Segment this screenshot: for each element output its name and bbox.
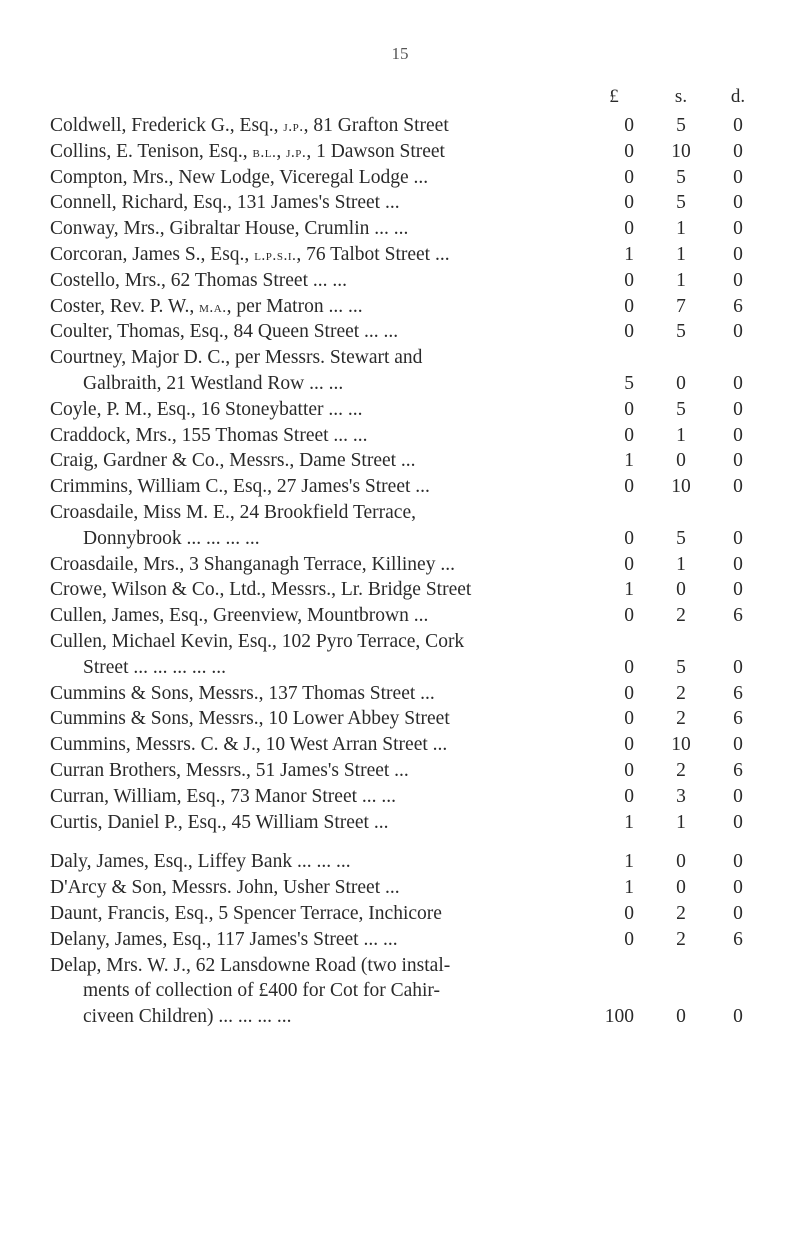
pence-amount: 0	[733, 218, 743, 240]
list-item	[0, 268, 800, 294]
shillings-amount: 5	[676, 656, 686, 678]
list-item	[0, 732, 800, 758]
pounds-amount: 1	[624, 877, 634, 899]
pounds-amount: 0	[624, 759, 634, 781]
pounds-amount: 0	[624, 398, 634, 420]
pence-amount: 0	[733, 579, 743, 601]
shillings-amount: 5	[676, 192, 686, 214]
pence-amount: 0	[733, 1006, 743, 1028]
shillings-amount: 3	[676, 785, 686, 807]
subscriber-text: Delap, Mrs. W. J., 62 Lansdowne Road (two instal-	[50, 954, 451, 976]
pounds-amount: 0	[624, 682, 634, 704]
subscriber-text: Cummins & Sons, Messrs., 10 Lower Abbey Street	[50, 708, 450, 730]
pounds-amount: 0	[624, 192, 634, 214]
entry-line	[0, 784, 800, 810]
pence-amount: 6	[733, 708, 743, 730]
subscriber-text: Coster, Rev. P. W., m.a., per Matron ... ...	[50, 295, 363, 317]
subscriber-text: Croasdaile, Miss M. E., 24 Brookfield Terrace,	[50, 501, 416, 523]
subscriber-text: Croasdaile, Mrs., 3 Shanganagh Terrace, Killiney ...	[50, 553, 455, 575]
list-item	[0, 139, 800, 165]
shillings-amount: 2	[676, 708, 686, 730]
shillings-amount: 0	[676, 851, 686, 873]
list-item	[0, 500, 800, 552]
pounds-amount: 1	[624, 579, 634, 601]
shillings-amount: 1	[676, 269, 686, 291]
pounds-amount: 0	[624, 553, 634, 575]
pounds-amount: 0	[624, 476, 634, 498]
entry-line	[0, 268, 800, 294]
subscriber-text: Conway, Mrs., Gibraltar House, Crumlin ... ...	[50, 218, 409, 240]
list-item	[0, 953, 800, 1030]
subscriber-text: ments of collection of £400 for Cot for Cahir-	[83, 980, 441, 1002]
subscriber-text: Collins, E. Tenison, Esq., b.l., j.p., 1 Dawson Street	[50, 140, 445, 162]
subscriber-text: civeen Children) ... ... ... ...	[83, 1006, 292, 1028]
pence-amount: 6	[733, 295, 743, 317]
subscriber-text: Cullen, Michael Kevin, Esq., 102 Pyro Terrace, Cork	[50, 630, 465, 652]
pounds-amount: 1	[624, 811, 634, 833]
shillings-amount: 2	[676, 759, 686, 781]
list-item	[0, 629, 800, 681]
pounds-amount: 0	[624, 527, 634, 549]
pounds-amount: 0	[624, 605, 634, 627]
subscriber-text: Costello, Mrs., 62 Thomas Street ... ...	[50, 269, 348, 291]
pounds-amount: 0	[624, 708, 634, 730]
entry-line	[0, 397, 800, 423]
entry-line	[0, 927, 800, 953]
pence-amount: 0	[733, 553, 743, 575]
shillings-amount: 0	[676, 579, 686, 601]
list-item	[0, 190, 800, 216]
pence-amount: 0	[733, 527, 743, 549]
subscriber-text: Compton, Mrs., New Lodge, Viceregal Lodge ...	[50, 166, 429, 188]
entry-line	[0, 500, 800, 526]
list-item	[0, 603, 800, 629]
pence-amount: 6	[733, 682, 743, 704]
shillings-amount: 2	[676, 902, 686, 924]
pence-amount: 0	[733, 115, 743, 136]
subscriber-text: Coyle, P. M., Esq., 16 Stoneybatter ... ...	[50, 398, 363, 420]
list-item	[0, 319, 800, 345]
entry-line	[0, 953, 800, 979]
shillings-amount: 2	[676, 605, 686, 627]
pence-amount: 0	[733, 450, 743, 472]
entry-line	[0, 875, 800, 901]
entry-continuation-line	[0, 978, 800, 1004]
shillings-amount: 0	[676, 450, 686, 472]
shillings-amount: 1	[676, 424, 686, 446]
pence-amount: 0	[733, 877, 743, 899]
list-item	[0, 681, 800, 707]
list-item	[0, 577, 800, 603]
pounds-amount: 0	[624, 140, 634, 162]
shillings-amount: 2	[676, 682, 686, 704]
entry-line	[0, 810, 800, 836]
pounds-amount: 0	[624, 218, 634, 240]
entry-line	[0, 629, 800, 655]
shillings-amount: 0	[676, 372, 686, 394]
list-item	[0, 242, 800, 268]
entry-line	[0, 216, 800, 242]
pounds-amount: 0	[624, 902, 634, 924]
subscriber-text: Connell, Richard, Esq., 131 James's Street ...	[50, 192, 400, 214]
pence-amount: 6	[733, 759, 743, 781]
pounds-amount: 0	[624, 166, 634, 188]
shillings-amount: 0	[676, 1006, 686, 1028]
shillings-amount: 5	[676, 398, 686, 420]
pence-amount: 0	[733, 811, 743, 833]
entry-continuation-line	[0, 1004, 800, 1030]
pounds-amount: 1	[624, 450, 634, 472]
entry-line	[0, 849, 800, 875]
subscriber-text: Craddock, Mrs., 155 Thomas Street ... ...	[50, 424, 368, 446]
pounds-amount: 0	[624, 656, 634, 678]
list-item	[0, 216, 800, 242]
entry-line	[0, 423, 800, 449]
list-item	[0, 423, 800, 449]
shillings-amount: 1	[676, 243, 686, 265]
pence-amount: 0	[733, 372, 743, 394]
pounds-amount: 0	[624, 295, 634, 317]
pence-amount: 0	[733, 398, 743, 420]
subscriber-text: Curran, William, Esq., 73 Manor Street ... ...	[50, 785, 397, 807]
entry-line	[0, 139, 800, 165]
subscriber-text: Craig, Gardner & Co., Messrs., Dame Street ...	[50, 450, 416, 472]
entry-line	[0, 577, 800, 603]
subscriber-text: Crimmins, William C., Esq., 27 James's Street ...	[50, 476, 430, 498]
pence-amount: 0	[733, 476, 743, 498]
shillings-amount: 1	[676, 811, 686, 833]
subscriber-text: Corcoran, James S., Esq., l.p.s.i., 76 Talbot Street ...	[50, 243, 450, 265]
pence-amount: 6	[733, 605, 743, 627]
list-item	[0, 474, 800, 500]
list-item	[0, 397, 800, 423]
shillings-amount: 7	[676, 295, 686, 317]
subscriber-text: Curran Brothers, Messrs., 51 James's Street ...	[50, 759, 409, 781]
shillings-amount: 5	[676, 527, 686, 549]
entry-line	[0, 706, 800, 732]
pounds-amount: 1	[624, 851, 634, 873]
pounds-column-header: £	[609, 86, 619, 107]
entry-line	[0, 901, 800, 927]
list-item	[0, 345, 800, 397]
list-item	[0, 552, 800, 578]
entry-line	[0, 190, 800, 216]
pence-amount: 0	[733, 166, 743, 188]
subscriber-text: Daunt, Francis, Esq., 5 Spencer Terrace, Inchicore	[50, 902, 442, 924]
pounds-amount: 0	[624, 734, 634, 756]
pence-amount: 0	[733, 192, 743, 214]
list-item	[0, 901, 800, 927]
entry-continuation-line	[0, 526, 800, 552]
subscriber-text: Coulter, Thomas, Esq., 84 Queen Street ... ...	[50, 321, 399, 343]
subscriber-text: Curtis, Daniel P., Esq., 45 William Street ...	[50, 811, 389, 833]
shillings-amount: 5	[676, 166, 686, 188]
subscriber-text: Galbraith, 21 Westland Row ... ...	[83, 372, 344, 394]
pence-amount: 0	[733, 243, 743, 265]
list-item	[0, 849, 800, 875]
entry-line	[0, 242, 800, 268]
subscriber-text: Delany, James, Esq., 117 James's Street ... ...	[50, 928, 398, 950]
subscriber-text: Courtney, Major D. C., per Messrs. Stewart and	[50, 347, 423, 369]
entry-line	[0, 603, 800, 629]
subscriber-text: Donnybrook ... ... ... ...	[83, 527, 260, 549]
subscriber-text: Crowe, Wilson & Co., Ltd., Messrs., Lr. Bridge Street	[50, 579, 472, 601]
entry-line	[0, 165, 800, 191]
shillings-amount: 10	[671, 476, 691, 498]
subscriber-text: Daly, James, Esq., Liffey Bank ... ... ...	[50, 851, 351, 873]
pence-amount: 0	[733, 851, 743, 873]
shillings-amount: 5	[676, 321, 686, 343]
entry-line	[0, 294, 800, 320]
list-item	[0, 810, 800, 836]
entry-continuation-line	[0, 371, 800, 397]
pence-amount: 0	[733, 140, 743, 162]
list-item	[0, 927, 800, 953]
pence-column-header: d.	[730, 86, 746, 107]
pounds-amount: 0	[624, 115, 634, 136]
entry-line	[0, 758, 800, 784]
shillings-column-header: s.	[674, 86, 688, 107]
subscription-list	[0, 113, 800, 1030]
shillings-amount: 2	[676, 928, 686, 950]
entry-line	[0, 345, 800, 371]
shillings-amount: 0	[676, 877, 686, 899]
shillings-amount: 5	[676, 115, 686, 136]
list-item	[0, 875, 800, 901]
pence-amount: 0	[733, 785, 743, 807]
entry-line	[0, 448, 800, 474]
pence-amount: 6	[733, 928, 743, 950]
entry-continuation-line	[0, 655, 800, 681]
pounds-amount: 0	[624, 269, 634, 291]
entry-line	[0, 681, 800, 707]
pounds-amount: 100	[604, 1006, 634, 1028]
list-item	[0, 784, 800, 810]
pence-amount: 0	[733, 269, 743, 291]
list-item	[0, 706, 800, 732]
shillings-amount: 1	[676, 218, 686, 240]
subscriber-text: Coldwell, Frederick G., Esq., j.p., 81 Grafton Street	[50, 115, 449, 136]
list-item	[0, 113, 800, 139]
list-item	[0, 294, 800, 320]
pounds-amount: 1	[624, 243, 634, 265]
pounds-amount: 0	[624, 424, 634, 446]
pounds-amount: 5	[624, 372, 634, 394]
list-item	[0, 758, 800, 784]
shillings-amount: 10	[671, 734, 691, 756]
pounds-amount: 0	[624, 785, 634, 807]
subscriber-text: D'Arcy & Son, Messrs. John, Usher Street ...	[50, 877, 400, 899]
entry-line	[0, 474, 800, 500]
entry-line	[0, 552, 800, 578]
pence-amount: 0	[733, 734, 743, 756]
pounds-amount: 0	[624, 928, 634, 950]
subscriber-text: Street ... ... ... ... ...	[83, 656, 226, 678]
list-item	[0, 448, 800, 474]
pence-amount: 0	[733, 424, 743, 446]
entry-line	[0, 319, 800, 345]
shillings-amount: 1	[676, 553, 686, 575]
shillings-amount: 10	[671, 140, 691, 162]
entry-line	[0, 113, 800, 139]
subscriber-text: Cullen, James, Esq., Greenview, Mountbrown ...	[50, 605, 429, 627]
pence-amount: 0	[733, 321, 743, 343]
pounds-amount: 0	[624, 321, 634, 343]
list-item	[0, 165, 800, 191]
subscriber-text: Cummins & Sons, Messrs., 137 Thomas Street ...	[50, 682, 435, 704]
subscriber-text: Cummins, Messrs. C. & J., 10 West Arran Street ...	[50, 734, 448, 756]
page-number: 15	[391, 44, 409, 63]
entry-line	[0, 732, 800, 758]
pence-amount: 0	[733, 902, 743, 924]
pence-amount: 0	[733, 656, 743, 678]
